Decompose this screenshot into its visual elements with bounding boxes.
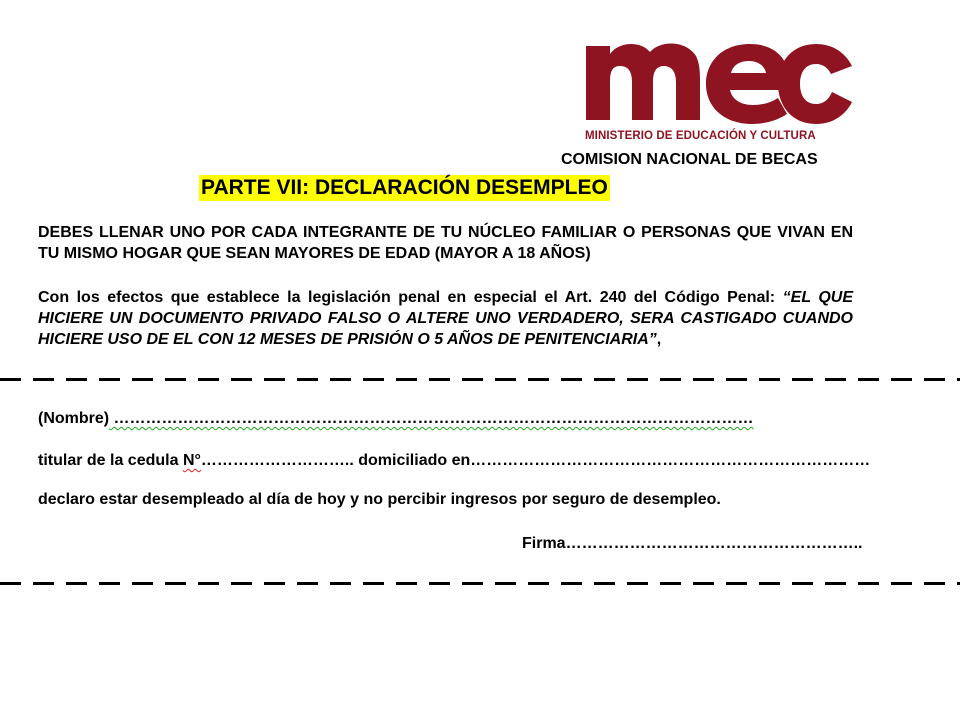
signature-label: Firma (522, 535, 566, 552)
cedula-number-label: N° (182, 452, 201, 469)
legal-quote: “EL QUE HICIERE UN DOCUMENTO PRIVADO FALSO O ALTERE UNO VERDADERO, SERA CASTIGADO CUANDO HICIERE USO DE EL CON 12 MESES DE PRISIÓN O 5 AÑOS DE PENITENCIARIA” (38, 289, 853, 348)
instructions-text: DEBES LLENAR UNO POR CADA INTEGRANTE DE TU NÚCLEO FAMILIAR O PERSONAS QUE VIVAN EN TU MISMO HOGAR QUE SEAN MAYORES DE EDAD (MAYOR A 18 AÑOS) (38, 224, 853, 262)
cedula-prefix: titular de la cedula (38, 452, 183, 469)
mec-wordmark-logo (582, 30, 854, 128)
signature-blank[interactable]: ……………………………………………….. (565, 535, 863, 552)
cedula-field[interactable] (38, 451, 870, 471)
legal-trailing: , (656, 331, 662, 348)
legal-notice (38, 287, 853, 350)
cut-line-top (0, 378, 960, 381)
name-field[interactable] (38, 409, 754, 429)
commission-name: COMISION NACIONAL DE BECAS (561, 151, 818, 168)
ministry-name: MINISTERIO DE EDUCACIÓN Y CULTURA (585, 130, 816, 142)
legal-intro: Con los efectos que establece la legislación penal en especial el Art. 240 del Código Penal: (38, 289, 783, 306)
signature-field[interactable] (522, 534, 862, 554)
declaration-text: declaro estar desempleado al día de hoy y no percibir ingresos por seguro de desempleo. (38, 491, 721, 508)
page-title: PARTE VII: DECLARACIÓN DESEMPLEO (201, 176, 608, 199)
mec-logo (582, 30, 854, 142)
name-label: (Nombre) (38, 410, 110, 427)
cut-line-bottom (0, 582, 960, 585)
name-blank[interactable]: ………………………………………………………………………………………………………… (109, 410, 754, 427)
domicile-label: domiciliado en (358, 452, 471, 469)
cedula-blank[interactable]: ……………………….. (200, 452, 359, 469)
domicile-blank[interactable]: ………………………………………………………………… (470, 452, 871, 469)
